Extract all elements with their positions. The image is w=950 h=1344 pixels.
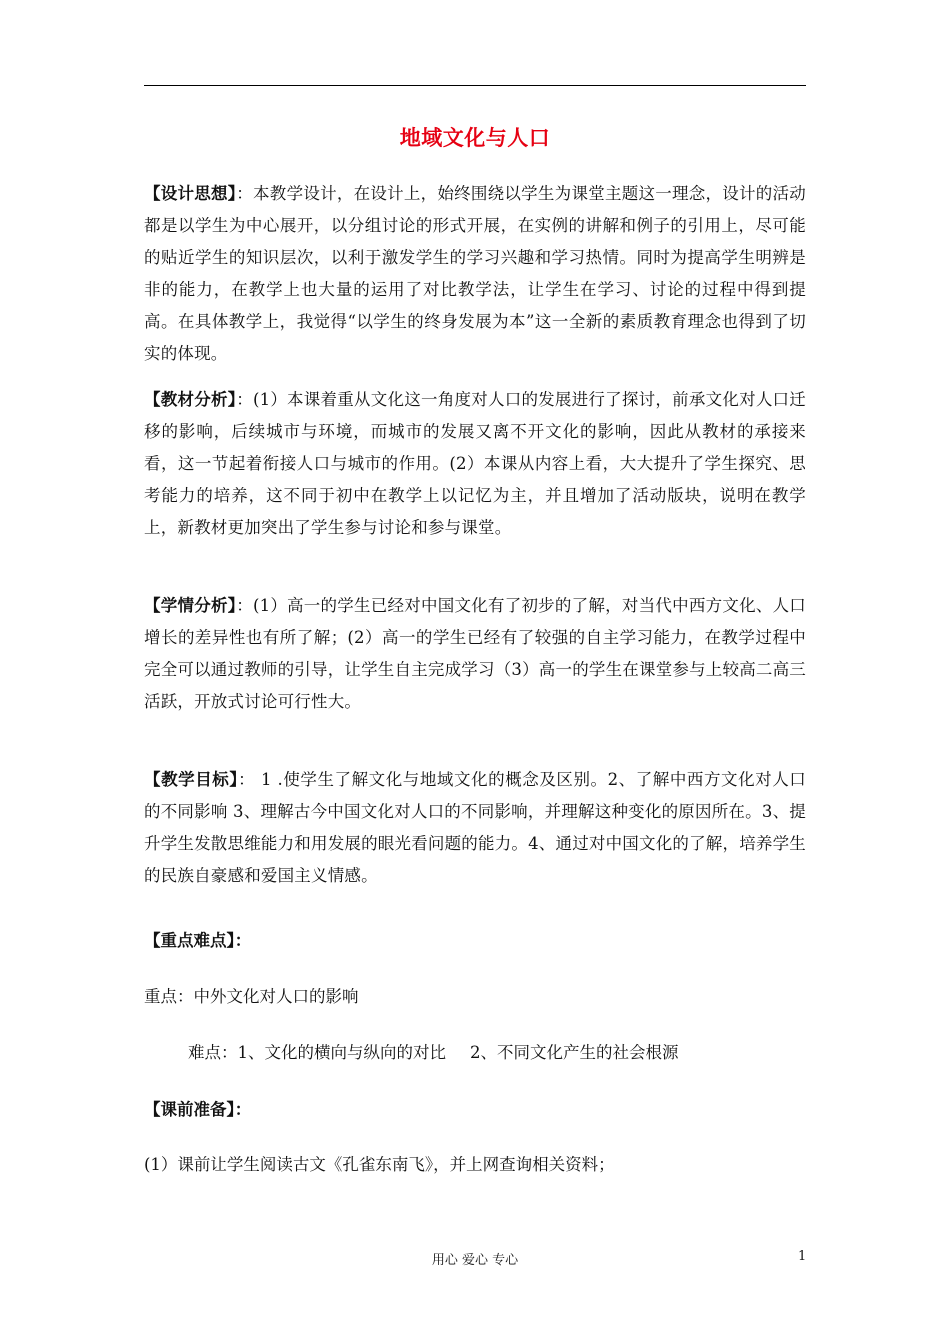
prep-label: 【课前准备】： [144,1100,252,1119]
difficult-point-1: 难点：1、文化的横向与纵向的对比 [188,1043,446,1062]
students-label: 【学情分析】 [144,596,237,615]
page-number: 1 [798,1249,807,1264]
document-title: 地域文化与人口 [399,125,551,150]
design-label: 【设计思想】 [144,184,237,203]
goals-text: ： 1 .使学生了解文化与地域文化的概念及区别。2、了解中西方文化对人口的不同影响 3、理解古今中国文化对人口的不同影响，并理解这种变化的原因所在。3、提升学生发散思维能力和用发展的眼光看问题的能力。4、通过对中国文化的了解，培养学生的民族自豪感和爱国主义情感。 [144,770,807,885]
prep-item-1: (1）课前让学生阅读古文《孔雀东南飞》，并上网查询相关资料； [144,1155,615,1174]
goals-label: 【教学目标】 [144,770,239,789]
students-text: ：(1）高一的学生已经对中国文化有了初步的了解，对当代中西方文化、人口增长的差异性也有所了解；(2）高一的学生已经有了较强的自主学习能力，在教学过程中完全可以通过教师的引导，让学生自主完成学习（3）高一的学生在课堂参与上较高二高三活跃，开放式讨论可行性大。 [144,596,806,711]
difficult-point-2: 2、不同文化产生的社会根源 [470,1043,679,1062]
material-section [144,384,806,544]
goals-section [144,764,806,892]
footer-text: 用心 爱心 专心 [431,1253,519,1268]
material-label: 【教材分析】 [144,390,237,409]
key-point-text: 重点：中外文化对人口的影响 [144,987,359,1006]
design-section [144,178,806,370]
key-points-label: 【重点难点】： [144,931,252,950]
design-text: ：本教学设计，在设计上，始终围绕以学生为课堂主题这一理念，设计的活动都是以学生为中心展开，以分组讨论的形式开展，在实例的讲解和例子的引用上，尽可能的贴近学生的知识层次，以利于激发学生的学习兴趣和学习热情。同时为提高学生明辨是非的能力，在教学上也大量的运用了对比教学法，让学生在学习、讨论的过程中得到提高。在具体教学上，我觉得“以学生的终身发展为本”这一全新的素质教育理念也得到了切实的体现。 [144,184,806,363]
header-rule [144,85,806,86]
material-text: ：(1）本课着重从文化这一角度对人口的发展进行了探讨，前承文化对人口迁移的影响，后续城市与环境，而城市的发展又离不开文化的影响，因此从教材的承接来看，这一节起着衔接人口与城市的作用。(2）本课从内容上看，大大提升了学生探究、思考能力的培养，这不同于初中在教学上以记忆为主，并且增加了活动版块，说明在教学上，新教材更加突出了学生参与讨论和参与课堂。 [144,390,806,537]
students-section [144,590,806,718]
